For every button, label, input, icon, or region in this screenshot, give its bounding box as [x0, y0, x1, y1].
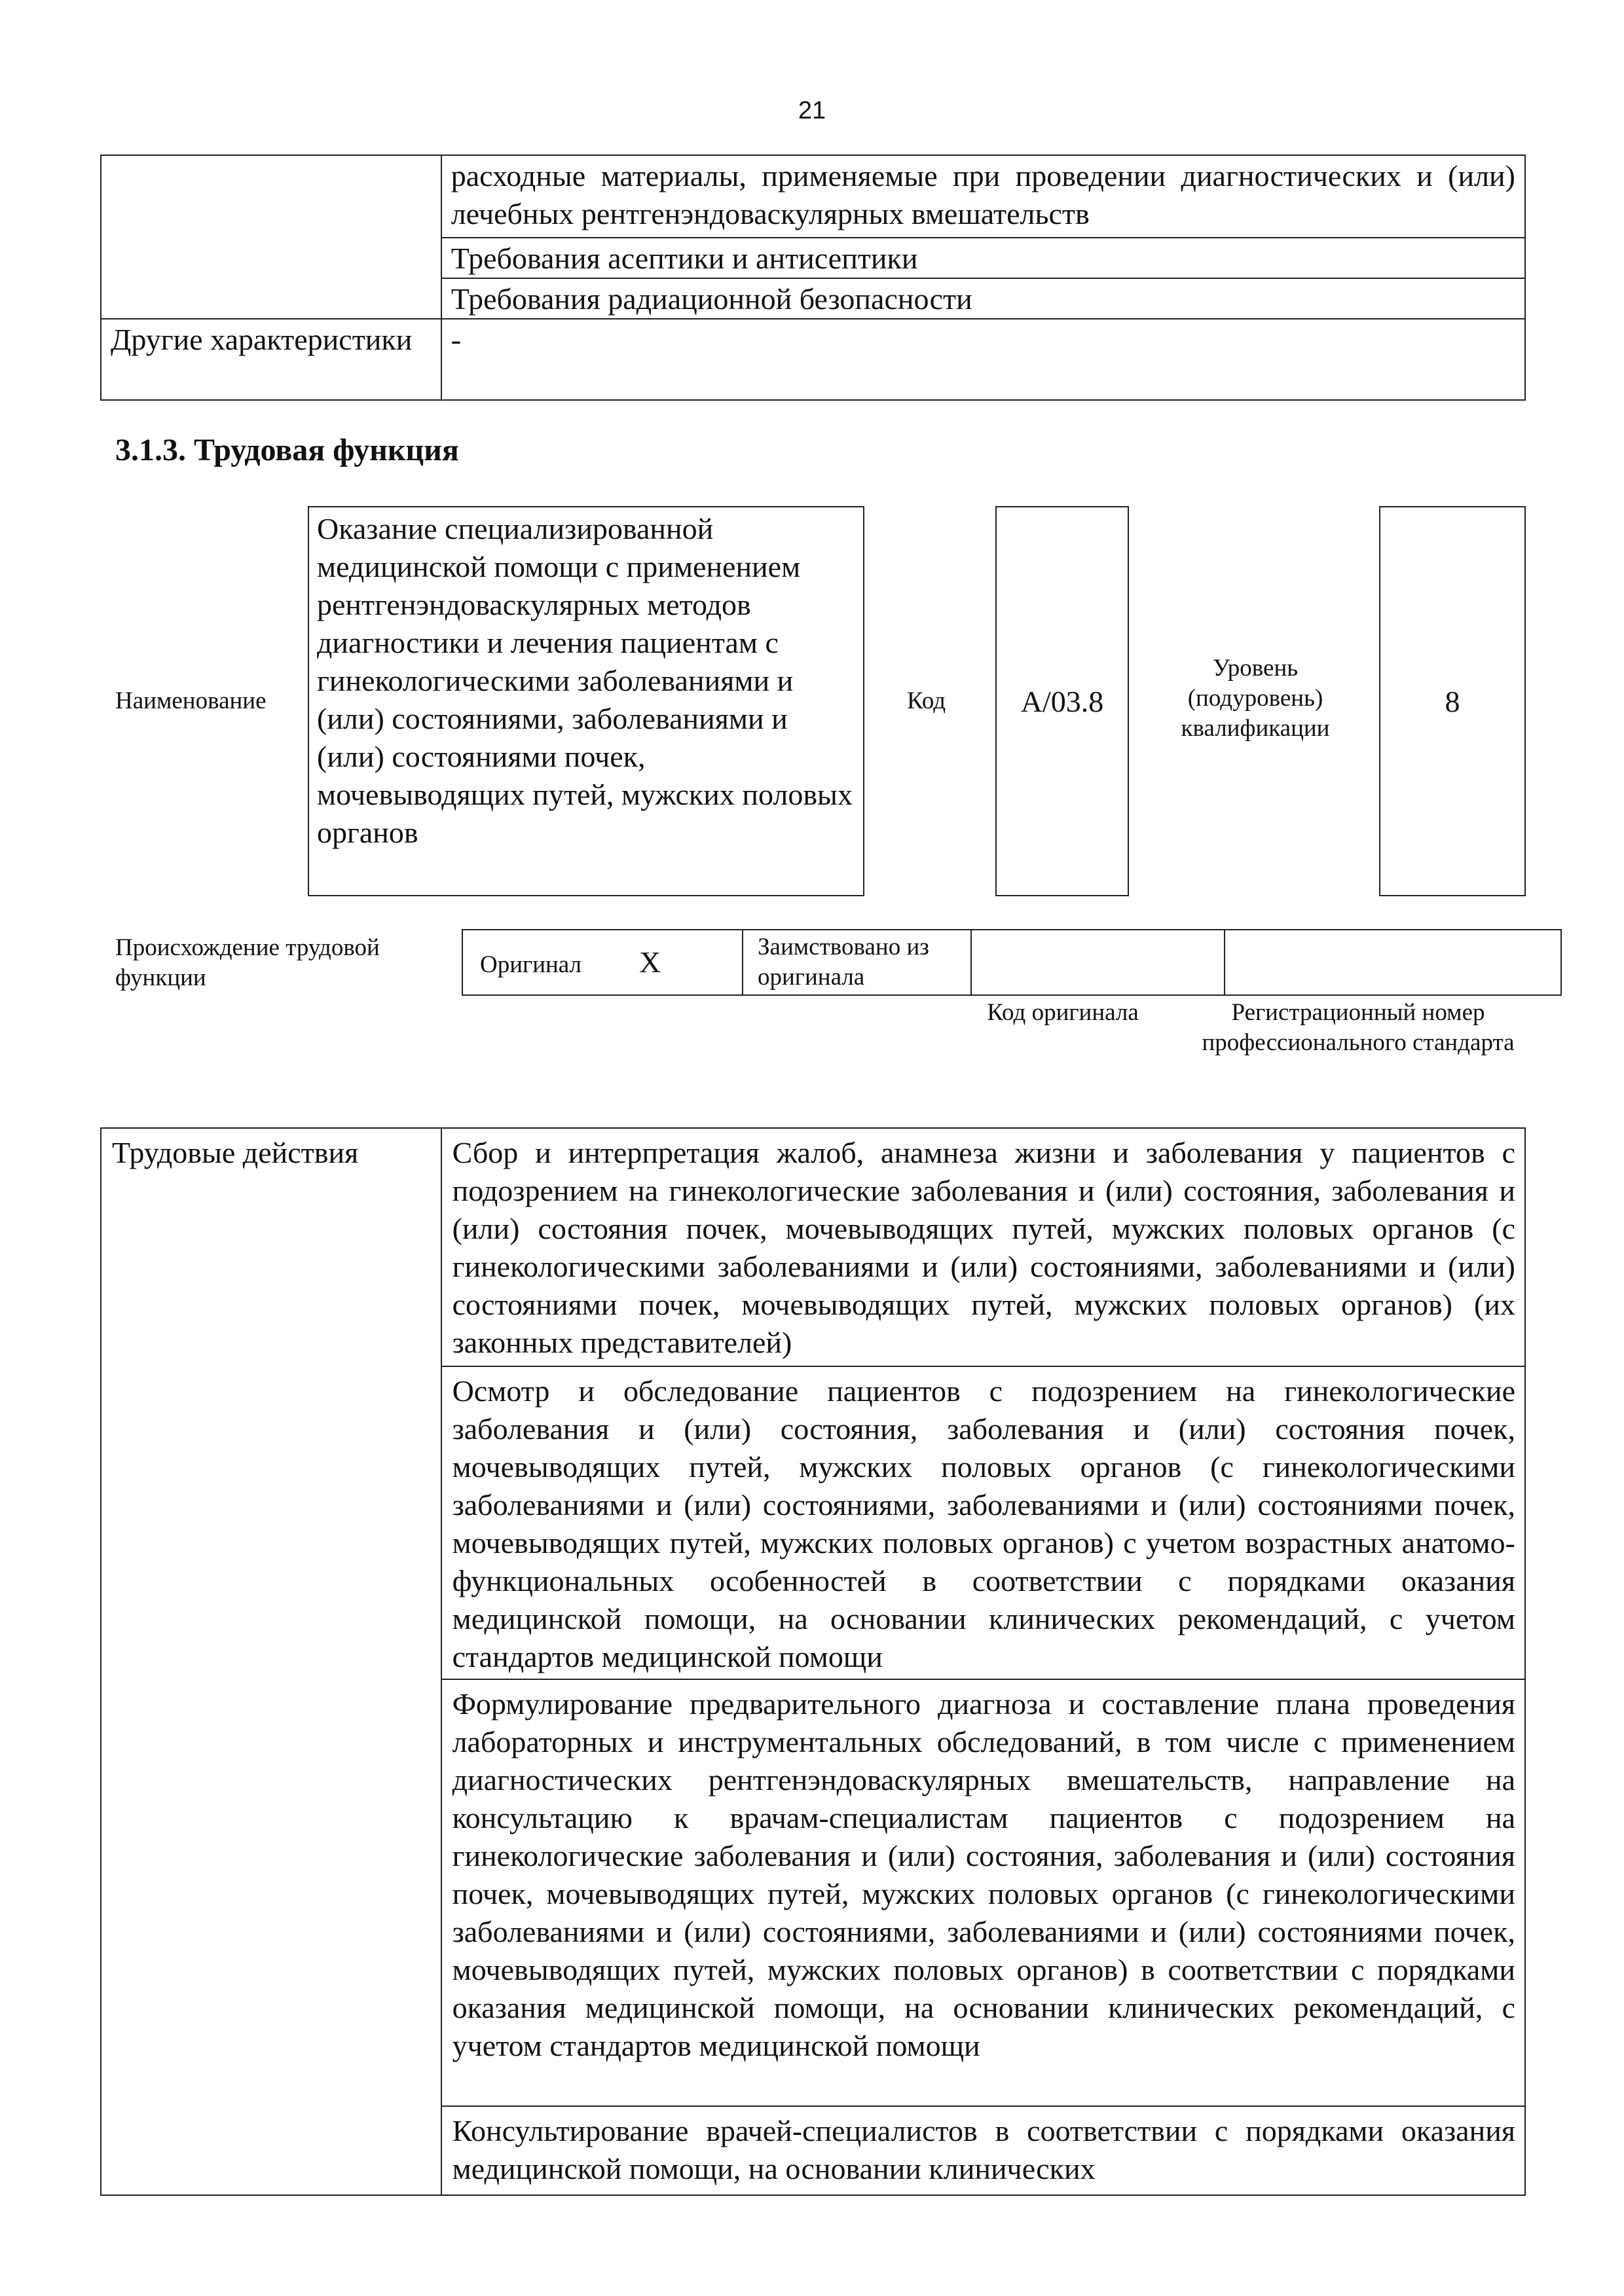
code-label: Код	[907, 687, 946, 714]
original-code-cell	[971, 930, 1225, 995]
requirements-table	[100, 155, 1526, 401]
code-original-caption: Код оригинала	[987, 999, 1139, 1026]
code-value: А/03.8	[1020, 685, 1104, 718]
original-label: Оригинал	[480, 951, 582, 978]
labor-actions-table	[100, 1127, 1526, 2196]
requirement-row: расходные материалы, применяемые при проведении диагностических и (или) лечебных рентгенэндоваскулярных вмешательств	[441, 155, 1525, 238]
page-number: 21	[798, 97, 826, 124]
labor-action-item: Сбор и интерпретация жалоб, анамнеза жизни и заболевания у пациентов с подозрением на гинекологические заболевания и (или) состояния, заболевания и (или) состояния почек, мочевыводящих путей, мужских половых органов (с гинекологическими заболеваниями и (или) состояниями, заболеваниями и (или) состояниями почек, мочевыводящих путей, мужских половых органов) (их законных представителей)	[441, 1128, 1525, 1366]
labor-action-item: Консультирование врачей-специалистов в соответствии с порядками оказания медицинской помощи, на основании клинических	[441, 2106, 1525, 2195]
labor-actions-label: Трудовые действия	[101, 1128, 441, 2195]
borrowed-cell: Заимствовано из оригинала	[743, 930, 971, 995]
section-title: 3.1.3. Трудовая функция	[115, 433, 459, 467]
function-name-box: Оказание специализированной медицинской помощи с применением рентгенэндоваскулярных методов диагностики и лечения пациентам с гинекологическими заболеваниями и (или) состояниями, заболеваниями и (или) состояниями почек, мочевыводящих путей, мужских половых органов	[308, 506, 864, 896]
other-characteristics-value: -	[441, 319, 1525, 400]
labor-action-item: Формулирование предварительного диагноза и составление плана проведения лабораторных и инструментальных обследований, в том числе с применением диагностических рентгенэндоваскулярных вмешательств, направление на консультацию к врачам-специалистам пациентов с подозрением на гинекологические заболевания и (или) состояния, заболевания и (или) состояния почек, мочевыводящих путей, мужских половых органов (с гинекологическими заболеваниями и (или) состояниями, заболеваниями и (или) состояниями почек, мочевыводящих путей, мужских половых органов) в соответствии с порядками оказания медицинской помощи, на основании клинических рекомендаций, с учетом стандартов медицинской помощи	[441, 1679, 1525, 2106]
requirement-row: Требования асептики и антисептики	[441, 238, 1525, 278]
original-cell	[462, 930, 743, 995]
requirement-row: Требования радиационной безопасности	[441, 278, 1525, 319]
labor-action-item: Осмотр и обследование пациентов с подозрением на гинекологические заболевания и (или) состояния, заболевания и (или) состояния почек, мочевыводящих путей, мужских половых органов (с гинекологическими заболеваниями и (или) состояниями, заболеваниями и (или) состояниями почек, мочевыводящих путей, мужских половых органов) с учетом возрастных анатомо-функциональных особенностей в соответствии с порядками оказания медицинской помощи, на основании клинических рекомендаций, с учетом стандартов медицинской помощи	[441, 1366, 1525, 1679]
qualification-level-value: 8	[1445, 685, 1460, 718]
origin-table	[462, 929, 1562, 996]
other-characteristics-label: Другие характеристики	[101, 319, 441, 400]
name-label: Наименование	[115, 687, 267, 714]
empty-label-cell	[101, 155, 441, 319]
registration-number-cell	[1225, 930, 1561, 995]
original-mark: Х	[639, 945, 661, 979]
origin-label: Происхождение трудовой функции	[115, 934, 380, 991]
qualification-level-label: Уровень (подуровень) квалификации	[1181, 655, 1330, 742]
code-box	[995, 506, 1129, 896]
reg-number-caption: Регистрационный номер профессионального стандарта	[1202, 999, 1515, 1056]
qualification-level-box	[1379, 506, 1526, 896]
